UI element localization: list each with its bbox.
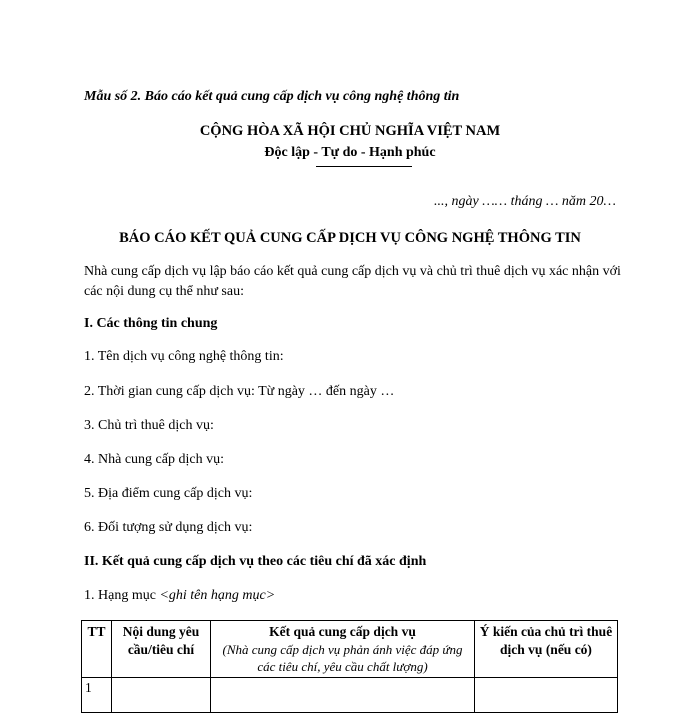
content-cell[interactable] xyxy=(112,678,211,713)
col-header-result-title: Kết quả cung cấp dịch vụ xyxy=(269,624,416,639)
general-info-item: 2. Thời gian cung cấp dịch vụ: Từ ngày … đến ngày … xyxy=(84,384,395,399)
category-line xyxy=(84,588,275,604)
col-header-content: Nội dung yêu cầu/tiêu chí xyxy=(112,621,211,678)
row-number-cell: 1 xyxy=(82,678,112,713)
national-title: CỘNG HÒA XÃ HỘI CHỦ NGHĨA VIỆT NAM xyxy=(199,123,501,139)
general-info-item: 5. Địa điểm cung cấp dịch vụ: xyxy=(84,486,253,501)
opinion-cell[interactable] xyxy=(475,678,618,713)
general-info-item: 6. Đối tượng sử dụng dịch vụ: xyxy=(84,520,253,535)
table-row xyxy=(82,678,618,713)
category-prefix: 1. Hạng mục xyxy=(84,588,160,603)
general-info-item: 1. Tên dịch vụ công nghệ thông tin: xyxy=(84,349,284,364)
document-title: BÁO CÁO KẾT QUẢ CUNG CẤP DỊCH VỤ CÔNG NGHỆ THÔNG TIN xyxy=(119,230,581,246)
result-cell[interactable] xyxy=(211,678,475,713)
form-label: Mẫu số 2. Báo cáo kết quả cung cấp dịch vụ công nghệ thông tin xyxy=(84,89,460,104)
category-note: <ghi tên hạng mục> xyxy=(159,588,276,603)
results-table xyxy=(81,620,618,713)
national-motto: Độc lập - Tự do - Hạnh phúc xyxy=(264,145,436,160)
col-header-opinion: Ý kiến của chủ trì thuê dịch vụ (nếu có) xyxy=(475,621,618,678)
col-header-result xyxy=(211,621,475,678)
general-info-item: 4. Nhà cung cấp dịch vụ: xyxy=(84,452,224,467)
motto-underline xyxy=(316,166,412,167)
section-1-heading: I. Các thông tin chung xyxy=(84,316,218,331)
intro-paragraph: Nhà cung cấp dịch vụ lập báo cáo kết quả cung cấp dịch vụ và chủ trì thuê dịch vụ xác nhận với các nội dung cụ thể như sau: xyxy=(84,264,621,299)
col-header-tt: TT xyxy=(82,621,112,678)
section-2-heading: II. Kết quả cung cấp dịch vụ theo các tiêu chí đã xác định xyxy=(84,554,427,569)
general-info-item: 3. Chủ trì thuê dịch vụ: xyxy=(84,418,214,433)
table-header-row xyxy=(82,621,618,678)
date-line: ..., ngày …… tháng … năm 20… xyxy=(433,194,616,209)
col-header-result-note: (Nhà cung cấp dịch vụ phản ánh việc đáp ứng các tiêu chí, yêu cầu chất lượng) xyxy=(222,642,463,674)
